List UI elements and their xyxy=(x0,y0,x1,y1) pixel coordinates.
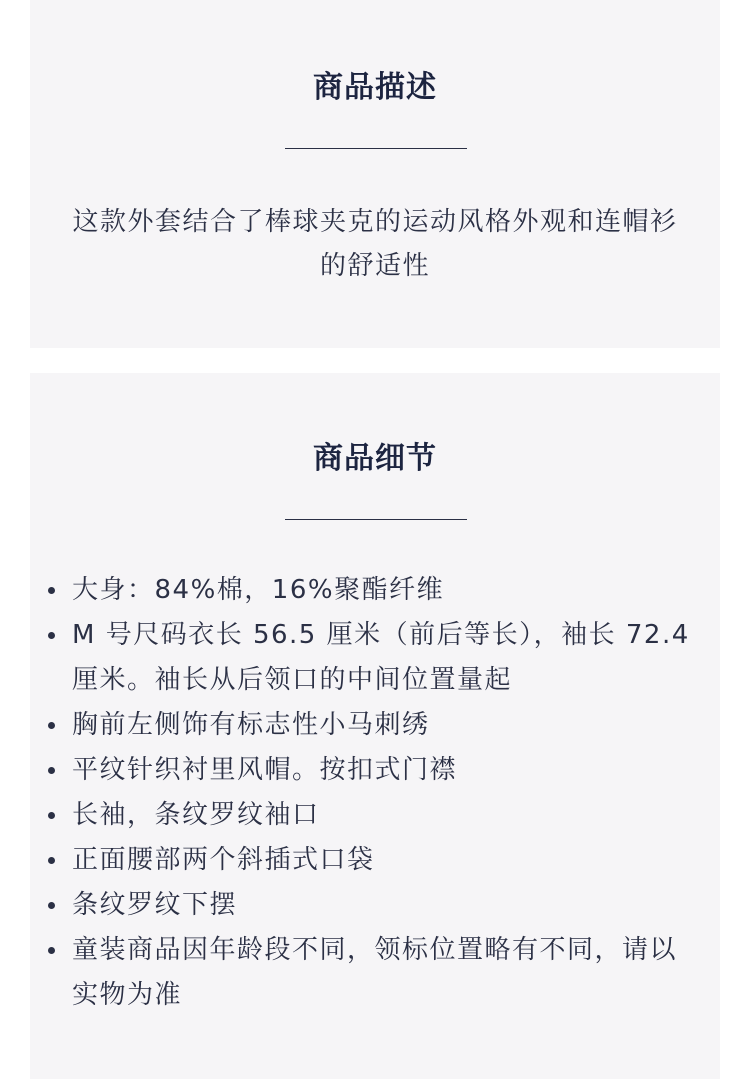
detail-item-text: M 号尺码衣长 56.5 厘米（前后等长），袖长 72.4 厘米。袖长从后领口的中间位置量起 xyxy=(72,620,690,695)
details-list xyxy=(72,568,690,1018)
detail-item xyxy=(72,613,690,703)
bullet-icon xyxy=(48,587,55,594)
bullet-icon xyxy=(48,902,55,909)
detail-item xyxy=(72,793,690,838)
detail-item xyxy=(72,838,690,883)
detail-item-text: 童装商品因年龄段不同，领标位置略有不同，请以实物为准 xyxy=(72,935,678,1010)
bullet-icon xyxy=(48,632,55,639)
details-title: 商品细节 xyxy=(313,441,437,476)
detail-item-text: 胸前左侧饰有标志性小马刺绣 xyxy=(72,710,430,740)
detail-item xyxy=(72,883,690,928)
detail-item xyxy=(72,748,690,793)
detail-item xyxy=(72,928,690,1018)
product-description-card xyxy=(30,0,720,348)
detail-item-text: 正面腰部两个斜插式口袋 xyxy=(72,845,375,875)
bullet-icon xyxy=(48,857,55,864)
description-title: 商品描述 xyxy=(313,70,437,105)
detail-item xyxy=(72,568,690,613)
detail-item-text: 大身：84%棉，16%聚酯纤维 xyxy=(72,575,445,605)
bullet-icon xyxy=(48,812,55,819)
detail-item xyxy=(72,703,690,748)
bullet-icon xyxy=(48,947,55,954)
details-divider xyxy=(285,519,467,520)
bullet-icon xyxy=(48,722,55,729)
detail-item-text: 平纹针织衬里风帽。按扣式门襟 xyxy=(72,755,458,785)
detail-item-text: 长袖，条纹罗纹袖口 xyxy=(72,800,320,830)
detail-item-text: 条纹罗纹下摆 xyxy=(72,890,238,920)
description-text: 这款外套结合了棒球夹克的运动风格外观和连帽衫的舒适性 xyxy=(72,207,678,281)
product-details-card xyxy=(30,373,720,1079)
bullet-icon xyxy=(48,767,55,774)
description-divider xyxy=(285,148,467,149)
